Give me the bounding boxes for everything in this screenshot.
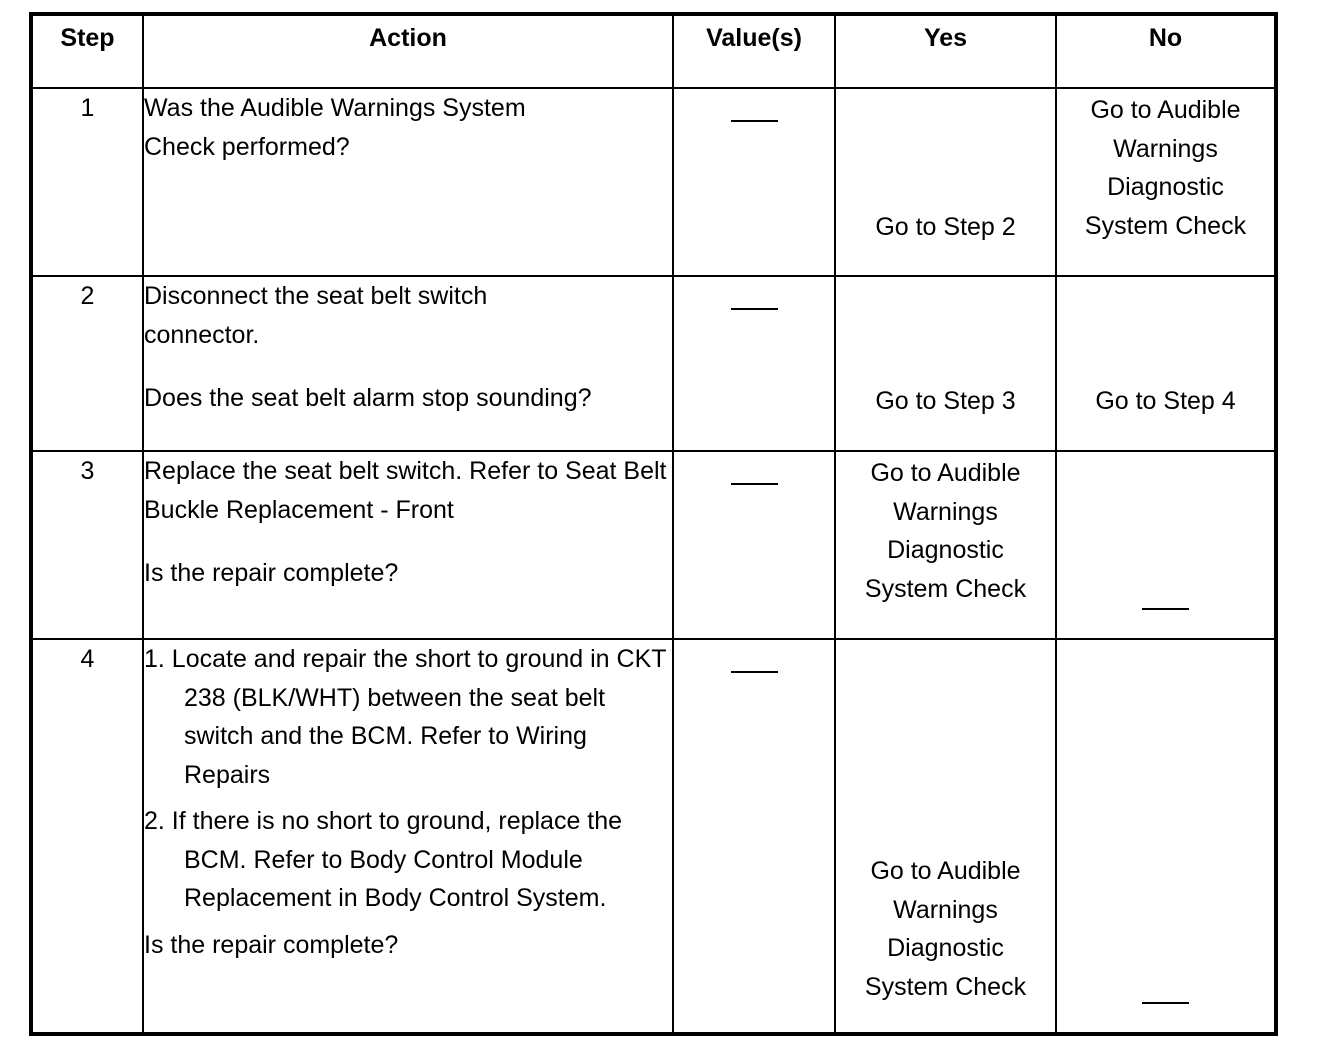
no-result: Go to Audible Warnings Diagnostic System Check bbox=[1084, 96, 1247, 240]
blank-value-dash bbox=[731, 120, 778, 122]
no-cell bbox=[1056, 276, 1276, 451]
action-cell bbox=[143, 639, 673, 1034]
yes-result: Go to Audible Warnings Diagnostic System Check bbox=[864, 459, 1027, 603]
yes-cell bbox=[835, 451, 1056, 639]
action-steps-list bbox=[144, 640, 672, 918]
value-cell bbox=[673, 88, 835, 276]
yes-cell bbox=[835, 88, 1056, 276]
step-number: 4 bbox=[31, 639, 143, 1034]
yes-result: Go to Audible Warnings Diagnostic System Check bbox=[864, 857, 1027, 1001]
action-question: Does the seat belt alarm stop sounding? bbox=[144, 384, 592, 412]
table-row bbox=[31, 88, 1276, 276]
no-result: Go to Step 4 bbox=[1095, 386, 1236, 415]
header-no: No bbox=[1056, 14, 1276, 88]
action-text: Disconnect the seat belt switch connector. bbox=[144, 282, 488, 349]
yes-result: Go to Step 2 bbox=[875, 212, 1016, 241]
action-text: Was the Audible Warnings System Check performed? bbox=[144, 94, 526, 161]
header-step: Step bbox=[31, 14, 143, 88]
blank-no-dash bbox=[1142, 608, 1189, 610]
action-cell bbox=[143, 276, 673, 451]
diagnostic-table bbox=[29, 12, 1278, 1036]
table-row bbox=[31, 639, 1276, 1034]
action-cell bbox=[143, 451, 673, 639]
header-row bbox=[31, 14, 1276, 88]
value-cell bbox=[673, 451, 835, 639]
action-question: Is the repair complete? bbox=[144, 930, 399, 959]
yes-cell bbox=[835, 276, 1056, 451]
header-action: Action bbox=[143, 14, 673, 88]
action-text: Replace the seat belt switch. Refer to Seat Belt Buckle Replacement - Front bbox=[144, 457, 667, 524]
step-number: 3 bbox=[31, 451, 143, 639]
blank-no-dash bbox=[1142, 1002, 1189, 1004]
list-item: 2. If there is no short to ground, replace the BCM. Refer to Body Control Module Replacement in Body Control System. bbox=[144, 807, 623, 912]
header-yes: Yes bbox=[835, 14, 1056, 88]
blank-value-dash bbox=[731, 308, 778, 310]
blank-value-dash bbox=[731, 483, 778, 485]
list-item: 1. Locate and repair the short to ground in CKT 238 (BLK/WHT) between the seat belt switch and the BCM. Refer to Wiring Repairs bbox=[144, 645, 667, 789]
yes-cell bbox=[835, 639, 1056, 1034]
no-cell bbox=[1056, 639, 1276, 1034]
table-row bbox=[31, 451, 1276, 639]
no-cell bbox=[1056, 451, 1276, 639]
no-cell bbox=[1056, 88, 1276, 276]
step-number: 2 bbox=[31, 276, 143, 451]
header-values: Value(s) bbox=[673, 14, 835, 88]
blank-value-dash bbox=[731, 671, 778, 673]
table-row bbox=[31, 276, 1276, 451]
value-cell bbox=[673, 639, 835, 1034]
action-question: Is the repair complete? bbox=[144, 559, 399, 587]
action-cell bbox=[143, 88, 673, 276]
value-cell bbox=[673, 276, 835, 451]
yes-result: Go to Step 3 bbox=[875, 386, 1016, 415]
step-number: 1 bbox=[31, 88, 143, 276]
